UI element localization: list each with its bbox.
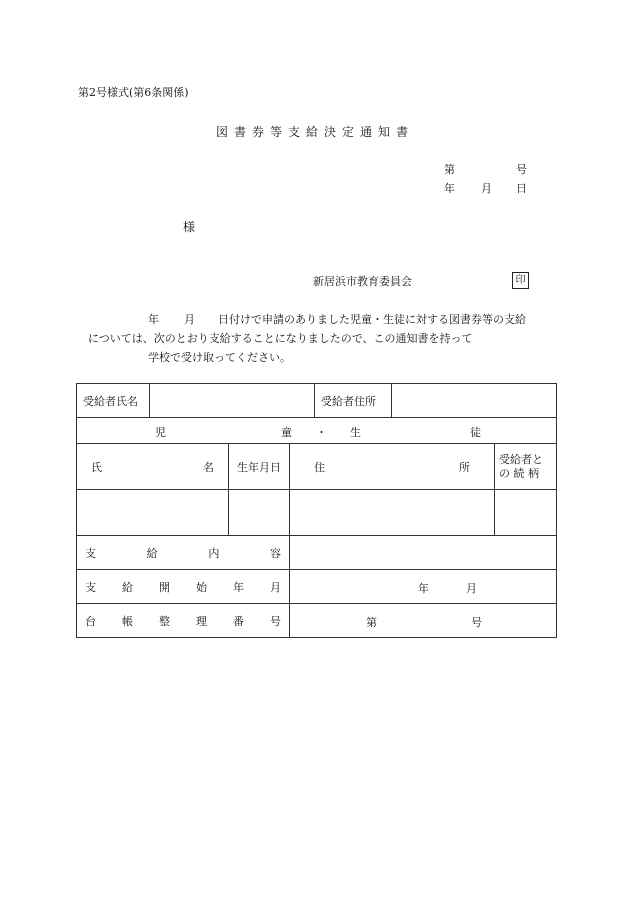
relation-field[interactable]	[495, 490, 557, 536]
form-number: 第2号様式(第6条関係)	[78, 86, 189, 99]
recipient-address-label: 受給者住所	[315, 384, 392, 418]
student-header: 児 童 ・ 生 徒	[77, 418, 557, 444]
issuer-name: 新居浜市教育委員会	[313, 275, 412, 288]
student-name-field[interactable]	[77, 490, 229, 536]
date-day: 日	[516, 182, 527, 195]
content-field[interactable]	[290, 536, 557, 570]
body-year: 年	[148, 313, 159, 326]
body-month: 月	[184, 313, 195, 326]
body-line1: 日付けで申請のありました児童・生徒に対する図書券等の支給	[218, 313, 526, 326]
recipient-name-label: 受給者氏名	[77, 384, 150, 418]
relation-label: 受給者と の 続 柄	[495, 444, 557, 490]
content-label: 支 給 内 容	[77, 536, 290, 570]
name-label: 氏 名	[77, 444, 229, 490]
birthdate-label: 生年月日	[229, 444, 290, 490]
recipient-address-field[interactable]	[392, 384, 557, 418]
student-birthdate-field[interactable]	[229, 490, 290, 536]
doc-number-prefix: 第	[444, 163, 455, 176]
ledger-field[interactable]: 第 号	[290, 604, 557, 638]
body-line2: については、次のとおり支給することになりましたので、この通知書を持って	[88, 332, 473, 345]
start-field[interactable]: 年 月	[290, 570, 557, 604]
date-month: 月	[481, 182, 492, 195]
addressee-honorific: 様	[183, 220, 196, 234]
document-title: 図書券等支給決定通知書	[216, 125, 415, 139]
notification-table	[76, 383, 557, 638]
start-label: 支 給 開 始 年 月	[77, 570, 290, 604]
doc-number-suffix: 号	[516, 163, 527, 176]
address-label: 住 所	[290, 444, 495, 490]
seal-mark: 印	[512, 272, 529, 289]
recipient-name-field[interactable]	[150, 384, 315, 418]
ledger-label: 台 帳 整 理 番 号	[77, 604, 290, 638]
student-address-field[interactable]	[290, 490, 495, 536]
body-line3: 学校で受け取ってください。	[148, 351, 291, 364]
date-year: 年	[444, 182, 455, 195]
